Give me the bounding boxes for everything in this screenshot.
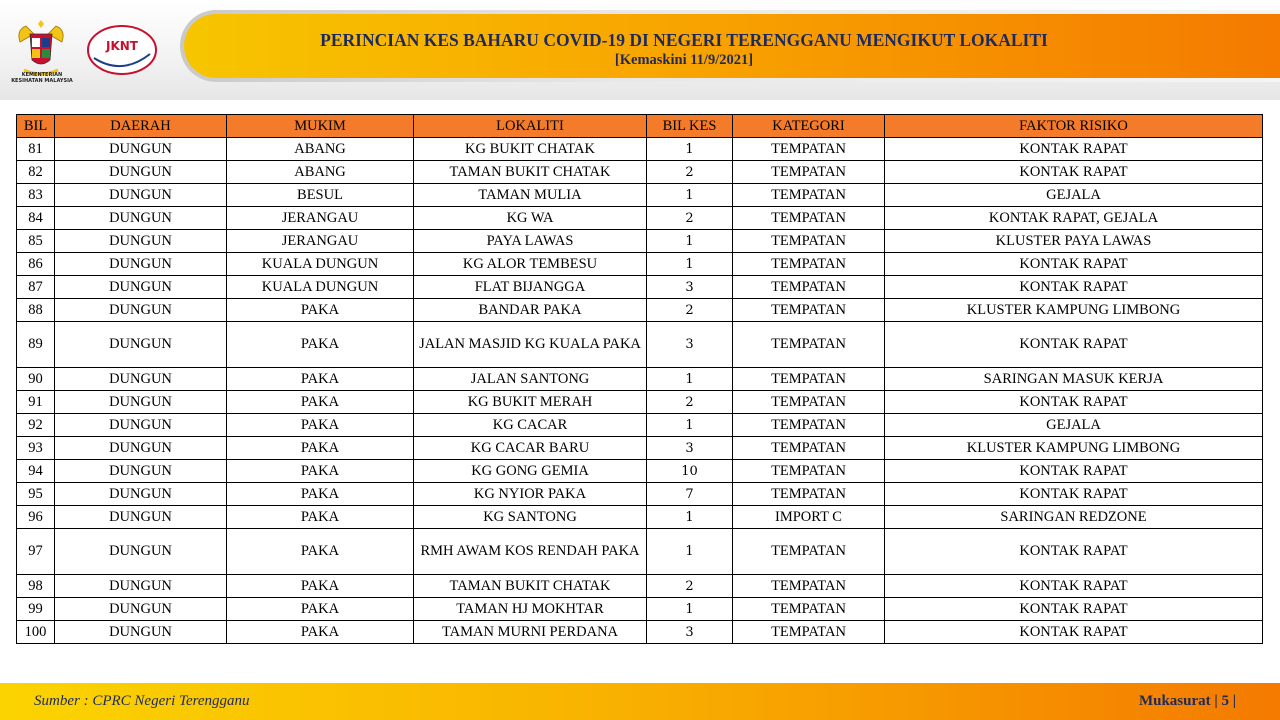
table-row xyxy=(17,322,1263,368)
table-header-row xyxy=(17,115,1263,138)
cell-faktor-risiko: KONTAK RAPAT, GEJALA xyxy=(885,207,1263,230)
cell-lokaliti: KG ALOR TEMBESU xyxy=(414,253,647,276)
cell-bil-kes: 2 xyxy=(647,161,733,184)
cell-bil-kes: 2 xyxy=(647,575,733,598)
cell-daerah: DUNGUN xyxy=(55,161,227,184)
cell-daerah: DUNGUN xyxy=(55,207,227,230)
cell-bil: 97 xyxy=(17,529,55,575)
cell-bil: 84 xyxy=(17,207,55,230)
cell-mukim: JERANGAU xyxy=(227,230,414,253)
kkm-logo-label: KEMENTERIAN KESIHATAN MALAYSIA xyxy=(11,72,73,84)
cell-lokaliti: KG CACAR BARU xyxy=(414,437,647,460)
cell-lokaliti: FLAT BIJANGGA xyxy=(414,276,647,299)
cell-bil-kes: 1 xyxy=(647,506,733,529)
cell-daerah: DUNGUN xyxy=(55,299,227,322)
jknt-logo-text: JKNT xyxy=(106,39,138,53)
cell-mukim: PAKA xyxy=(227,322,414,368)
cell-kategori: TEMPATAN xyxy=(733,391,885,414)
cell-daerah: DUNGUN xyxy=(55,529,227,575)
cell-bil: 87 xyxy=(17,276,55,299)
cell-kategori: TEMPATAN xyxy=(733,529,885,575)
cell-mukim: PAKA xyxy=(227,437,414,460)
cell-lokaliti: KG CACAR xyxy=(414,414,647,437)
cell-daerah: DUNGUN xyxy=(55,621,227,644)
footer-source: Sumber : CPRC Negeri Terengganu xyxy=(34,693,250,709)
cell-kategori: TEMPATAN xyxy=(733,460,885,483)
cell-kategori: TEMPATAN xyxy=(733,414,885,437)
table-row xyxy=(17,138,1263,161)
cell-lokaliti: TAMAN HJ MOKHTAR xyxy=(414,598,647,621)
cell-faktor-risiko: KLUSTER PAYA LAWAS xyxy=(885,230,1263,253)
table-row xyxy=(17,575,1263,598)
cell-bil-kes: 10 xyxy=(647,460,733,483)
cell-lokaliti: JALAN MASJID KG KUALA PAKA xyxy=(414,322,647,368)
cell-daerah: DUNGUN xyxy=(55,276,227,299)
cell-kategori: IMPORT C xyxy=(733,506,885,529)
cell-bil: 92 xyxy=(17,414,55,437)
table-body xyxy=(17,138,1263,644)
cell-daerah: DUNGUN xyxy=(55,598,227,621)
cell-daerah: DUNGUN xyxy=(55,483,227,506)
cell-mukim: PAKA xyxy=(227,483,414,506)
cell-kategori: TEMPATAN xyxy=(733,368,885,391)
cell-mukim: PAKA xyxy=(227,299,414,322)
cell-kategori: TEMPATAN xyxy=(733,230,885,253)
cell-daerah: DUNGUN xyxy=(55,184,227,207)
cell-kategori: TEMPATAN xyxy=(733,621,885,644)
cell-bil: 94 xyxy=(17,460,55,483)
cell-mukim: PAKA xyxy=(227,391,414,414)
cell-daerah: DUNGUN xyxy=(55,322,227,368)
column-header-lokaliti: LOKALITI xyxy=(414,115,647,138)
cell-bil-kes: 1 xyxy=(647,598,733,621)
column-header-bil: BIL xyxy=(17,115,55,138)
table-row xyxy=(17,368,1263,391)
cell-bil: 82 xyxy=(17,161,55,184)
cell-faktor-risiko: KONTAK RAPAT xyxy=(885,621,1263,644)
table-row xyxy=(17,414,1263,437)
cell-mukim: PAKA xyxy=(227,598,414,621)
cell-faktor-risiko: SARINGAN MASUK KERJA xyxy=(885,368,1263,391)
cell-bil-kes: 7 xyxy=(647,483,733,506)
cell-bil: 90 xyxy=(17,368,55,391)
column-header-bil-kes: BIL KES xyxy=(647,115,733,138)
cell-bil: 100 xyxy=(17,621,55,644)
cell-bil-kes: 3 xyxy=(647,322,733,368)
column-header-faktor-risiko: FAKTOR RISIKO xyxy=(885,115,1263,138)
cell-bil-kes: 1 xyxy=(647,253,733,276)
cell-mukim: ABANG xyxy=(227,161,414,184)
cell-daerah: DUNGUN xyxy=(55,437,227,460)
cell-bil: 88 xyxy=(17,299,55,322)
cell-mukim: BESUL xyxy=(227,184,414,207)
cell-mukim: PAKA xyxy=(227,529,414,575)
cell-faktor-risiko: KLUSTER KAMPUNG LIMBONG xyxy=(885,437,1263,460)
cell-faktor-risiko: GEJALA xyxy=(885,184,1263,207)
cell-faktor-risiko: SARINGAN REDZONE xyxy=(885,506,1263,529)
cell-kategori: TEMPATAN xyxy=(733,253,885,276)
cell-faktor-risiko: KLUSTER KAMPUNG LIMBONG xyxy=(885,299,1263,322)
cell-lokaliti: KG GONG GEMIA xyxy=(414,460,647,483)
cell-lokaliti: BANDAR PAKA xyxy=(414,299,647,322)
table-row xyxy=(17,184,1263,207)
cell-faktor-risiko: KONTAK RAPAT xyxy=(885,460,1263,483)
cell-faktor-risiko: KONTAK RAPAT xyxy=(885,276,1263,299)
cell-lokaliti: RMH AWAM KOS RENDAH PAKA xyxy=(414,529,647,575)
cell-daerah: DUNGUN xyxy=(55,368,227,391)
table-row xyxy=(17,460,1263,483)
cell-lokaliti: TAMAN BUKIT CHATAK xyxy=(414,575,647,598)
table-row xyxy=(17,276,1263,299)
cell-kategori: TEMPATAN xyxy=(733,207,885,230)
cell-bil-kes: 2 xyxy=(647,207,733,230)
cell-faktor-risiko: KONTAK RAPAT xyxy=(885,391,1263,414)
cell-bil: 81 xyxy=(17,138,55,161)
column-header-mukim: MUKIM xyxy=(227,115,414,138)
cell-faktor-risiko: KONTAK RAPAT xyxy=(885,161,1263,184)
cell-lokaliti: KG WA xyxy=(414,207,647,230)
column-header-daerah: DAERAH xyxy=(55,115,227,138)
page-number: 5 xyxy=(1221,693,1229,709)
cell-lokaliti: TAMAN BUKIT CHATAK xyxy=(414,161,647,184)
cell-bil: 95 xyxy=(17,483,55,506)
cell-bil-kes: 1 xyxy=(647,230,733,253)
cell-bil-kes: 1 xyxy=(647,414,733,437)
cell-bil: 83 xyxy=(17,184,55,207)
cell-kategori: TEMPATAN xyxy=(733,184,885,207)
jknt-logo xyxy=(86,24,158,76)
cell-daerah: DUNGUN xyxy=(55,575,227,598)
cell-bil-kes: 2 xyxy=(647,391,733,414)
cell-bil: 86 xyxy=(17,253,55,276)
cell-lokaliti: KG BUKIT MERAH xyxy=(414,391,647,414)
cell-kategori: TEMPATAN xyxy=(733,276,885,299)
cell-faktor-risiko: KONTAK RAPAT xyxy=(885,529,1263,575)
cell-daerah: DUNGUN xyxy=(55,391,227,414)
cell-bil: 91 xyxy=(17,391,55,414)
page-title: PERINCIAN KES BAHARU COVID-19 DI NEGERI TERENGGANU MENGIKUT LOKALITI xyxy=(320,30,1048,50)
table-row xyxy=(17,391,1263,414)
table-row xyxy=(17,529,1263,575)
footer-page-indicator: Mukasurat | 5 | xyxy=(1138,693,1236,709)
table-row xyxy=(17,621,1263,644)
cell-lokaliti: KG BUKIT CHATAK xyxy=(414,138,647,161)
cell-mukim: ABANG xyxy=(227,138,414,161)
cell-kategori: TEMPATAN xyxy=(733,138,885,161)
table-row xyxy=(17,506,1263,529)
cell-daerah: DUNGUN xyxy=(55,138,227,161)
cell-mukim: PAKA xyxy=(227,414,414,437)
cell-kategori: TEMPATAN xyxy=(733,483,885,506)
cell-kategori: TEMPATAN xyxy=(733,598,885,621)
cell-daerah: DUNGUN xyxy=(55,230,227,253)
cell-mukim: PAKA xyxy=(227,506,414,529)
cell-daerah: DUNGUN xyxy=(55,506,227,529)
cell-lokaliti: TAMAN MULIA xyxy=(414,184,647,207)
cell-lokaliti: TAMAN MURNI PERDANA xyxy=(414,621,647,644)
cell-kategori: TEMPATAN xyxy=(733,161,885,184)
cell-bil: 93 xyxy=(17,437,55,460)
cases-table-container xyxy=(16,114,1263,644)
cell-kategori: TEMPATAN xyxy=(733,575,885,598)
cell-kategori: TEMPATAN xyxy=(733,322,885,368)
table-row xyxy=(17,207,1263,230)
cell-bil: 98 xyxy=(17,575,55,598)
cell-bil-kes: 3 xyxy=(647,276,733,299)
cell-bil: 89 xyxy=(17,322,55,368)
table-row xyxy=(17,161,1263,184)
table-row xyxy=(17,483,1263,506)
cell-lokaliti: PAYA LAWAS xyxy=(414,230,647,253)
cell-bil-kes: 1 xyxy=(647,138,733,161)
cell-bil-kes: 1 xyxy=(647,529,733,575)
cell-faktor-risiko: KONTAK RAPAT xyxy=(885,483,1263,506)
cell-faktor-risiko: KONTAK RAPAT xyxy=(885,138,1263,161)
cell-daerah: DUNGUN xyxy=(55,414,227,437)
cell-bil-kes: 1 xyxy=(647,368,733,391)
cell-faktor-risiko: KONTAK RAPAT xyxy=(885,598,1263,621)
table-row xyxy=(17,230,1263,253)
cell-mukim: JERANGAU xyxy=(227,207,414,230)
cell-daerah: DUNGUN xyxy=(55,460,227,483)
cell-lokaliti: KG SANTONG xyxy=(414,506,647,529)
table-row xyxy=(17,299,1263,322)
cases-table xyxy=(16,114,1263,644)
table-row xyxy=(17,598,1263,621)
cell-bil: 96 xyxy=(17,506,55,529)
cell-mukim: PAKA xyxy=(227,575,414,598)
cell-lokaliti: KG NYIOR PAKA xyxy=(414,483,647,506)
cell-bil: 85 xyxy=(17,230,55,253)
cell-mukim: PAKA xyxy=(227,460,414,483)
cell-faktor-risiko: GEJALA xyxy=(885,414,1263,437)
cell-bil-kes: 3 xyxy=(647,621,733,644)
page-label: Mukasurat xyxy=(1138,693,1211,709)
cell-bil-kes: 2 xyxy=(647,299,733,322)
cell-mukim: KUALA DUNGUN xyxy=(227,276,414,299)
cell-mukim: PAKA xyxy=(227,368,414,391)
cell-faktor-risiko: KONTAK RAPAT xyxy=(885,575,1263,598)
cell-faktor-risiko: KONTAK RAPAT xyxy=(885,253,1263,276)
cell-bil: 99 xyxy=(17,598,55,621)
column-header-kategori: KATEGORI xyxy=(733,115,885,138)
cell-mukim: PAKA xyxy=(227,621,414,644)
cell-mukim: KUALA DUNGUN xyxy=(227,253,414,276)
cell-daerah: DUNGUN xyxy=(55,253,227,276)
cell-faktor-risiko: KONTAK RAPAT xyxy=(885,322,1263,368)
cell-kategori: TEMPATAN xyxy=(733,437,885,460)
cell-bil-kes: 3 xyxy=(647,437,733,460)
page-subtitle: [Kemaskini 11/9/2021] xyxy=(614,52,754,68)
cell-bil-kes: 1 xyxy=(647,184,733,207)
cell-kategori: TEMPATAN xyxy=(733,299,885,322)
table-row xyxy=(17,437,1263,460)
cell-lokaliti: JALAN SANTONG xyxy=(414,368,647,391)
table-row xyxy=(17,253,1263,276)
